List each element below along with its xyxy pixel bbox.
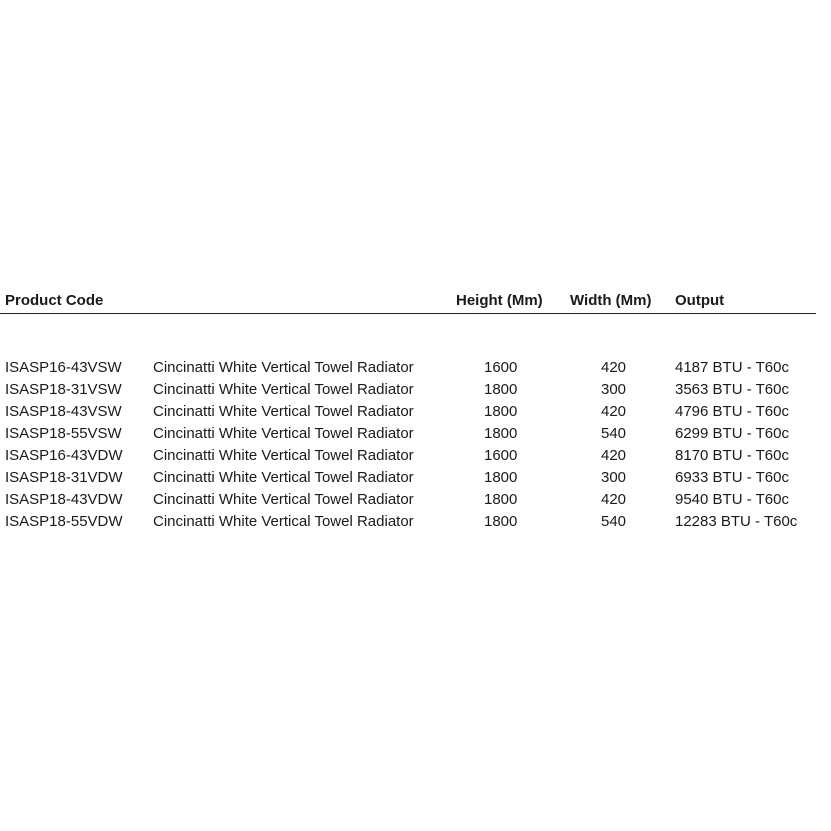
cell-description: Cincinatti White Vertical Towel Radiator [153,381,414,398]
cell-description: Cincinatti White Vertical Towel Radiator [153,491,414,508]
cell-description: Cincinatti White Vertical Towel Radiator [153,469,414,486]
cell-height: 1800 [484,491,518,508]
header-product-code: Product Code [5,292,104,309]
cell-output: 6299 BTU - T60c [675,425,789,442]
cell-output: 3563 BTU - T60c [675,381,789,398]
cell-description: Cincinatti White Vertical Towel Radiator [153,447,414,464]
table-row [0,359,816,381]
cell-description: Cincinatti White Vertical Towel Radiator [153,359,414,376]
cell-description: Cincinatti White Vertical Towel Radiator [153,513,414,530]
cell-width: 300 [601,381,627,398]
cell-product-code: ISASP16-43VSW [5,359,122,376]
cell-output: 6933 BTU - T60c [675,469,789,486]
table-row [0,403,816,425]
cell-width: 540 [601,425,627,442]
cell-width: 420 [601,491,627,508]
table-row [0,425,816,447]
cell-width: 420 [601,403,627,420]
cell-output: 12283 BTU - T60c [675,513,798,530]
cell-output: 4187 BTU - T60c [675,359,789,376]
cell-product-code: ISASP18-55VDW [5,513,123,530]
header-divider [0,313,816,314]
header-height: Height (Mm) [456,292,543,309]
cell-height: 1600 [484,359,518,376]
cell-height: 1800 [484,469,518,486]
cell-description: Cincinatti White Vertical Towel Radiator [153,403,414,420]
cell-product-code: ISASP18-55VSW [5,425,122,442]
table-body [0,359,816,535]
cell-height: 1600 [484,447,518,464]
cell-height: 1800 [484,381,518,398]
table-row [0,447,816,469]
cell-product-code: ISASP18-43VSW [5,403,122,420]
header-width: Width (Mm) [570,292,652,309]
table-row [0,513,816,535]
table-row [0,381,816,403]
cell-output: 4796 BTU - T60c [675,403,789,420]
cell-width: 420 [601,447,627,464]
cell-height: 1800 [484,513,518,530]
header-output: Output [675,292,725,309]
cell-output: 8170 BTU - T60c [675,447,789,464]
cell-width: 420 [601,359,627,376]
cell-width: 300 [601,469,627,486]
table-row [0,469,816,491]
table-header [0,292,816,314]
cell-output: 9540 BTU - T60c [675,491,789,508]
cell-product-code: ISASP18-31VDW [5,469,123,486]
cell-height: 1800 [484,403,518,420]
cell-height: 1800 [484,425,518,442]
cell-product-code: ISASP18-31VSW [5,381,122,398]
cell-description: Cincinatti White Vertical Towel Radiator [153,425,414,442]
cell-width: 540 [601,513,627,530]
cell-product-code: ISASP16-43VDW [5,447,123,464]
table-row [0,491,816,513]
cell-product-code: ISASP18-43VDW [5,491,123,508]
